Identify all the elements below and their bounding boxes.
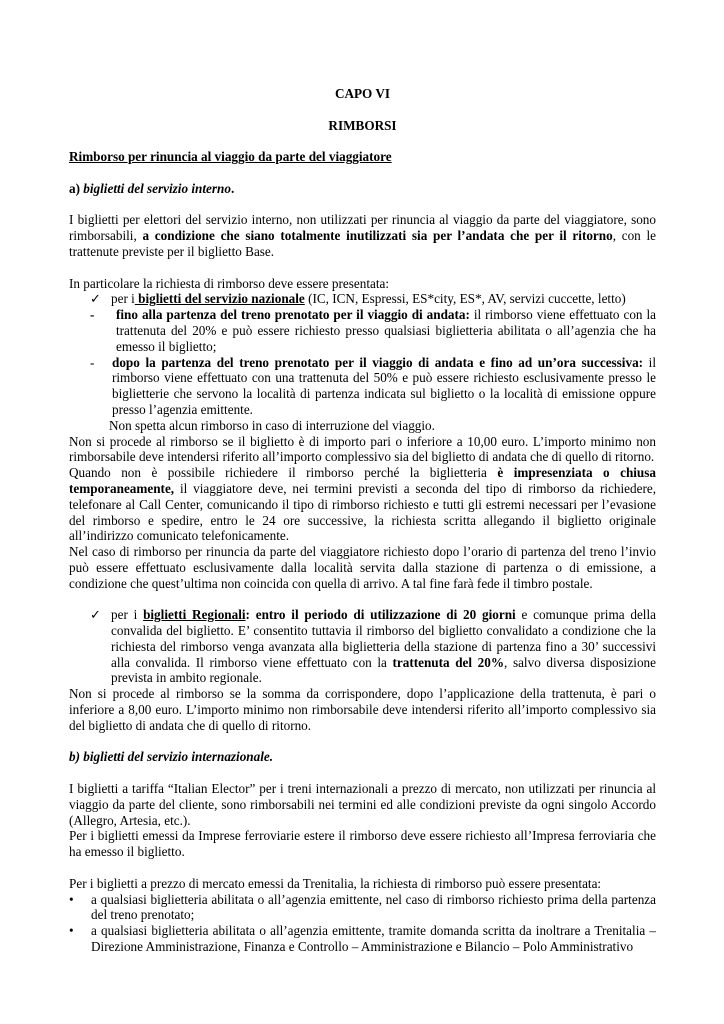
dash-2-text: il rimborso viene effettuato con una trattenuta del 50% e può essere richiesto esclusivamente presso le biglietterie che servono la località di partenza indicata sul biglietto o la località di emissione oppure presso l’agenzia emittente. <box>112 354 656 417</box>
closed-text-2: il viaggiatore deve, nei termini previsti a seconda del tipo di rimborso da richiedere, telefonare al Call Center, comunicando il tipo di rimborso richiesto e tutti gli estremi necessari per l’evasione del rimborso e spedire, entro le 24 ore successive, la richiesta scritta allegando il biglietto originale all’indirizzo comunicato telefonicamente. <box>69 480 656 544</box>
late-refund-paragraph: Nel caso di rimborso per rinuncia da parte del viaggiatore richiesto dopo l’orario di partenza del treno l’invio può essere effettuato esclusivamente dalla località servita dalla stazione di partenza o di emissione, a condizione che quest’ultima non coincida con quella di arrivo. A tal fine farà fede il timbro postale. <box>69 544 656 591</box>
trenitalia-intro: Per i biglietti a prezzo di mercato emessi da Trenitalia, la richiesta di rimborso può essere presentata: <box>69 875 602 891</box>
subheading-b <box>69 749 656 765</box>
regional-pre: per i <box>111 607 144 623</box>
regional-text-1: e comunque prima della convalida del biglietto. E’ consentito tuttavia il rimborso del biglietto convalidato a condizione che la richiesta del rimborso venga avanzata alla biglietteria della stazione di partenza fino a 30’ successivi alla convalida. Il rimborso viene effettuato con la <box>111 607 656 670</box>
subheading-a-dot: . <box>230 180 235 196</box>
section-title: RIMBORSI <box>328 117 397 133</box>
national-item <box>69 291 656 307</box>
document-body <box>69 86 656 955</box>
dash-1-text: il rimborso viene effettuato con la trattenuta del 20% e può essere richiesto presso qualsiasi biglietteria abilitata o all’agenzia che ha emesso il biglietto; <box>116 307 656 354</box>
subheading-a-letter: a) <box>69 180 84 196</box>
regional-underlined: biglietti Regionali <box>143 607 246 623</box>
dash-item-2 <box>69 355 656 418</box>
regional-bold-2: trattenuta del 20% <box>392 654 505 670</box>
closed-text-1: Quando non è possibile richiedere il rimborso perché la biglietteria <box>69 465 498 481</box>
national-pre: per i <box>111 291 135 307</box>
closed-bold: è impresenziata o chiusa temporaneamente, <box>69 465 656 496</box>
regional-text-2: , salvo diversa disposizione prevista in ambito regionale. <box>111 654 656 686</box>
checkmark-icon: ✓ <box>90 291 102 307</box>
national-post: (IC, ICN, Espressi, ES*city, ES*, AV, servizi cuccette, letto) <box>304 291 626 307</box>
bullet-mark-1: • <box>69 891 74 907</box>
dash-2-bold: dopo la partenza del treno prenotato per il viaggio di andata e fino ad un’ora successiva: <box>112 354 644 370</box>
intro-text-1: I biglietti per elettori del servizio interno, non utilizzati per rinuncia al viaggio da parte del viaggiatore, sono rimborsabili, <box>69 212 656 244</box>
bullet-1-text: a qualsiasi biglietteria abilitata o all’agenzia emittente, nel caso di rimborso richiesto prima della partenza del treno prenotato; <box>91 891 656 923</box>
chapter-title: CAPO VI <box>334 86 391 101</box>
closed-office-paragraph <box>69 465 656 544</box>
intro-paragraph <box>69 212 656 259</box>
main-heading <box>69 149 656 165</box>
particular-paragraph: In particolare la richiesta di rimborso deve essere presentata: <box>69 275 390 291</box>
intro-bold: a condizione che siano totalmente inutilizzati sia per l’andata che per il ritorno <box>142 228 613 244</box>
regional-bold: : entro il periodo di utilizzazione di 20 giorni <box>245 607 516 623</box>
dash-mark-1: - <box>90 307 95 323</box>
bullet-item-1 <box>69 892 656 924</box>
no-refund-interrupt: Non spetta alcun rimborso in caso di interruzione del viaggio. <box>109 417 435 433</box>
dash-mark-2: - <box>90 354 95 370</box>
international-paragraph-2: Per i biglietti emessi da Imprese ferroviarie estere il rimborso deve essere richiesto all’Impresa ferroviaria che ha emesso il biglietto. <box>69 828 656 860</box>
subheading-a <box>69 181 656 197</box>
subheading-a-text: biglietti del servizio interno <box>83 180 231 196</box>
subheading-b-text: b) biglietti del servizio internazionale. <box>69 749 274 765</box>
international-paragraph-1: I biglietti a tariffa “Italian Elector” per i treni internazionali a prezzo di mercato, non utilizzati per rinuncia al viaggio da parte del cliente, sono rimborsabili nei termini ed alle condizioni previste da ogni singolo Accordo (Allegro, Artesia, etc.). <box>69 781 656 828</box>
dash-item-1 <box>69 307 656 354</box>
checkmark-icon: ✓ <box>90 607 102 623</box>
bullet-item-2 <box>69 923 656 955</box>
intro-text-2: , con le trattenute previste per il biglietto Base. <box>69 228 656 259</box>
minimum-8-paragraph: Non si procede al rimborso se la somma da corrispondere, dopo l’applicazione della trattenuta, è pari o inferiore a 8,00 euro. L’importo minimo non rimborsabile deve intendersi riferito all’importo complessivo sia del biglietto di andata che di quello di ritorno. <box>69 686 656 733</box>
bullet-mark-2: • <box>69 923 74 939</box>
dash-1-bold: fino alla partenza del treno prenotato per il viaggio di andata: <box>116 307 470 323</box>
bullet-2-text: a qualsiasi biglietteria abilitata o all’agenzia emittente, tramite domanda scritta da inoltrare a Trenitalia – Direzione Amministrazione, Finanza e Controllo – Amministrazione e Bilancio – Polo Amministrativo <box>91 923 656 955</box>
national-underlined: biglietti del servizio nazionale <box>134 291 305 307</box>
regional-item <box>69 607 656 686</box>
minimum-10-paragraph: Non si procede al rimborso se il biglietto è di importo pari o inferiore a 10,00 euro. L’importo minimo non rimborsabile deve intendersi riferito all’importo complessivo sia del biglietto di andata che di quello di ritorno. <box>69 433 656 465</box>
main-heading-text: Rimborso per rinuncia al viaggio da parte del viaggiatore <box>69 149 392 165</box>
